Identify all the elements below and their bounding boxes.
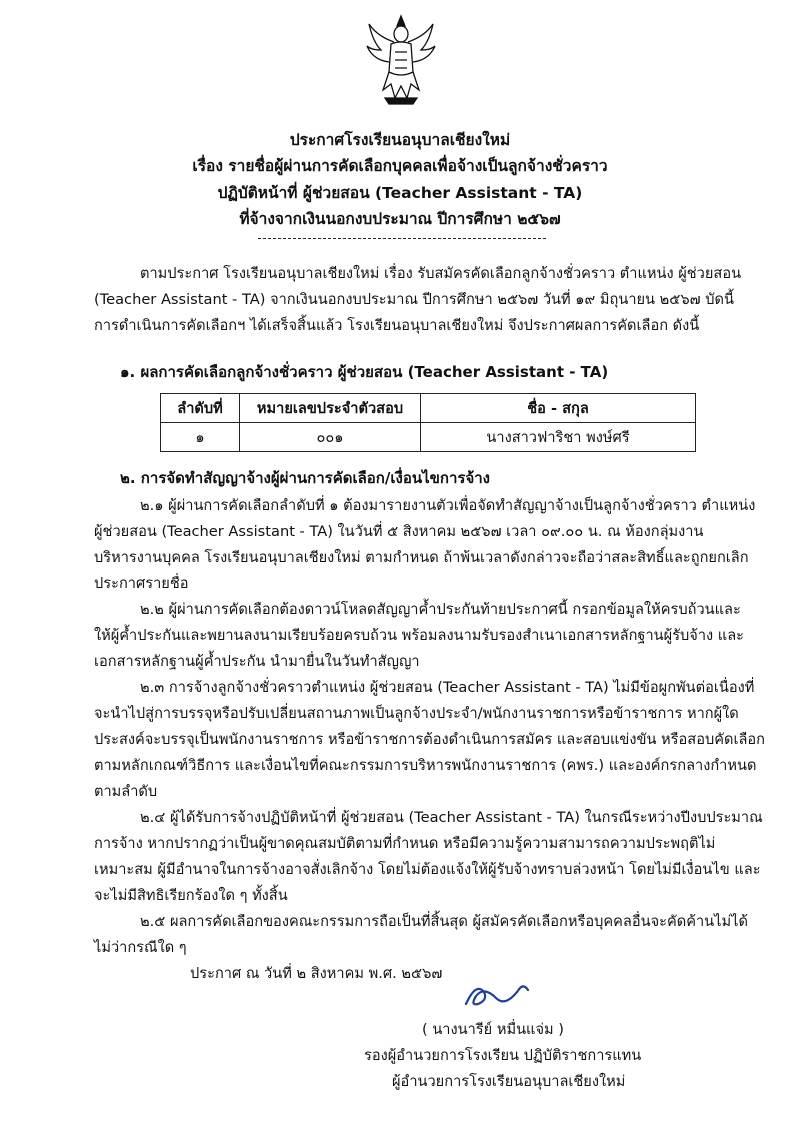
title-line-1: ประกาศโรงเรียนอนุบาลเชียงใหม่ — [289, 131, 511, 149]
paragraph-line: เอกสารหลักฐานผู้ค้ำประกัน นำมายื่นในวันทำสัญญา — [94, 653, 420, 670]
paragraph-line: ๒.๓ การจ้างลูกจ้างชั่วคราวตำแหน่ง ผู้ช่วยสอน (Teacher Assistant - TA) ไม่มีข้อผูกพันต่อเนื่องที่ — [140, 679, 755, 696]
signature-icon — [462, 978, 532, 1012]
column-header: ลำดับที่ — [161, 394, 240, 423]
paragraph-line: ประกาศรายชื่อ — [94, 575, 189, 592]
paragraph-line: ผู้ช่วยสอน (Teacher Assistant - TA) ในวันที่ ๕ สิงหาคม ๒๕๖๗ เวลา ๐๙.๐๐ น. ณ ห้องกลุ่มงาน — [94, 523, 704, 540]
paragraph-line: เหมาะสม ผู้มีอำนาจในการจ้างอาจสั่งเลิกจ้าง โดยไม่ต้องแจ้งให้ผู้รับจ้างทราบล่วงหน้า โดยไม่มีเงื่อนไข และ — [94, 861, 761, 878]
divider — [258, 238, 546, 239]
paragraph-line: การจ้าง หากปรากฏว่าเป็นผู้ขาดคุณสมบัติตามที่กำหนด หรือมีความรู้ความสามารถความประพฤติไม่ — [94, 835, 716, 852]
paragraph-line: ๒.๒ ผู้ผ่านการคัดเลือกต้องดาวน์โหลดสัญญาค้ำประกันท้ายประกาศนี้ กรอกข้อมูลให้ครบถ้วนและ — [140, 601, 741, 618]
table-header-row — [161, 394, 696, 423]
paragraph-line: บริหารงานบุคคล โรงเรียนอนุบาลเชียงใหม่ ตามกำหนด ถ้าพ้นเวลาดังกล่าวจะถือว่าสละสิทธิ์และถูกยกเลิก — [94, 549, 749, 566]
paragraph-line: จะไม่มีสิทธิเรียกร้องใด ๆ ทั้งสิ้น — [94, 887, 288, 904]
paragraph-line: ตามหลักเกณฑ์วิธีการ และเงื่อนไขที่คณะกรรมการบริหารพนักงานราชการ (คพร.) และองค์กรกลางกำหนด — [94, 757, 757, 774]
title-line-3: ปฏิบัติหน้าที่ ผู้ช่วยสอน (Teacher Assistant - TA) — [217, 184, 583, 202]
intro-line: การดำเนินการคัดเลือกฯ ได้เสร็จสิ้นแล้ว โรงเรียนอนุบาลเชียงใหม่ จึงประกาศผลการคัดเลือก ดังนี้ — [94, 317, 700, 334]
paragraph-line: ๒.๔ ผู้ได้รับการจ้างปฏิบัติหน้าที่ ผู้ช่วยสอน (Teacher Assistant - TA) ในกรณีระหว่างปีงบประมาณ — [140, 809, 763, 826]
table-row — [161, 423, 696, 452]
paragraph-line: ไม่ว่ากรณีใด ๆ — [94, 939, 187, 956]
paragraph-line: จะนำไปสู่การบรรจุหรือปรับเปลี่ยนสถานภาพเป็นลูกจ้างประจำ/พนักงานราชการหรือข้าราชการ หากผู้ใด — [94, 705, 739, 722]
paragraph-line: ๒.๕ ผลการคัดเลือกของคณะกรรมการถือเป็นที่สิ้นสุด ผู้สมัครคัดเลือกหรือบุคคลอื่นจะคัดค้านไม่ได้ — [140, 913, 748, 930]
table-cell: ๐๐๑ — [240, 423, 421, 452]
signer-position: ผู้อำนวยการโรงเรียนอนุบาลเชียงใหม่ — [392, 1073, 626, 1090]
column-header: ชื่อ - สกุล — [421, 394, 696, 423]
intro-line: ตามประกาศ โรงเรียนอนุบาลเชียงใหม่ เรื่อง รับสมัครคัดเลือกลูกจ้างชั่วคราว ตำแหน่ง ผู้ช่วยสอน — [140, 265, 742, 282]
results-table — [160, 393, 696, 452]
section-1-heading: ๑. ผลการคัดเลือกลูกจ้างชั่วคราว ผู้ช่วยสอน (Teacher Assistant - TA) — [120, 363, 609, 381]
column-header: หมายเลขประจำตัวสอบ — [240, 394, 421, 423]
paragraph-line: ตามลำดับ — [94, 783, 158, 800]
section-2-heading: ๒. การจัดทำสัญญาจ้างผู้ผ่านการคัดเลือก/เงื่อนไขการจ้าง — [120, 469, 490, 487]
title-line-4: ที่จ้างจากเงินนอกงบประมาณ ปีการศึกษา ๒๕๖๗ — [239, 210, 561, 228]
announcement-date: ประกาศ ณ วันที่ ๒ สิงหาคม พ.ศ. ๒๕๖๗ — [190, 965, 443, 982]
paragraph-line: ให้ผู้ค้ำประกันและพยานลงนามเรียบร้อยครบถ้วน พร้อมลงนามรับรองสำเนาเอกสารหลักฐานผู้รับจ้าง และ — [94, 627, 744, 644]
table-cell: ๑ — [161, 423, 240, 452]
signer-name: ( นางนารีย์ หมื่นแจ่ม ) — [422, 1021, 564, 1038]
paragraph-line: ๒.๑ ผู้ผ่านการคัดเลือกลำดับที่ ๑ ต้องมารายงานตัวเพื่อจัดทำสัญญาจ้างเป็นลูกจ้างชั่วคราว ตำแหน่ง — [140, 497, 756, 514]
paragraph-line: ประสงค์จะบรรจุเป็นพนักงานราชการ หรือข้าราชการต้องดำเนินการสมัคร และสอบแข่งขัน หรือสอบคัดเลือก — [94, 731, 765, 748]
title-line-2: เรื่อง รายชื่อผู้ผ่านการคัดเลือกบุคคลเพื่อจ้างเป็นลูกจ้างชั่วคราว — [192, 157, 608, 175]
table-cell: นางสาวฟาริชา พงษ์ศรี — [421, 423, 696, 452]
signer-position: รองผู้อำนวยการโรงเรียน ปฏิบัติราชการแทน — [364, 1047, 642, 1064]
garuda-emblem-icon — [365, 12, 437, 108]
intro-line: (Teacher Assistant - TA) จากเงินนอกงบประมาณ ปีการศึกษา ๒๕๖๗ วันที่ ๑๙ มิถุนายน ๒๕๖๗ บัดนี้ — [94, 291, 734, 308]
